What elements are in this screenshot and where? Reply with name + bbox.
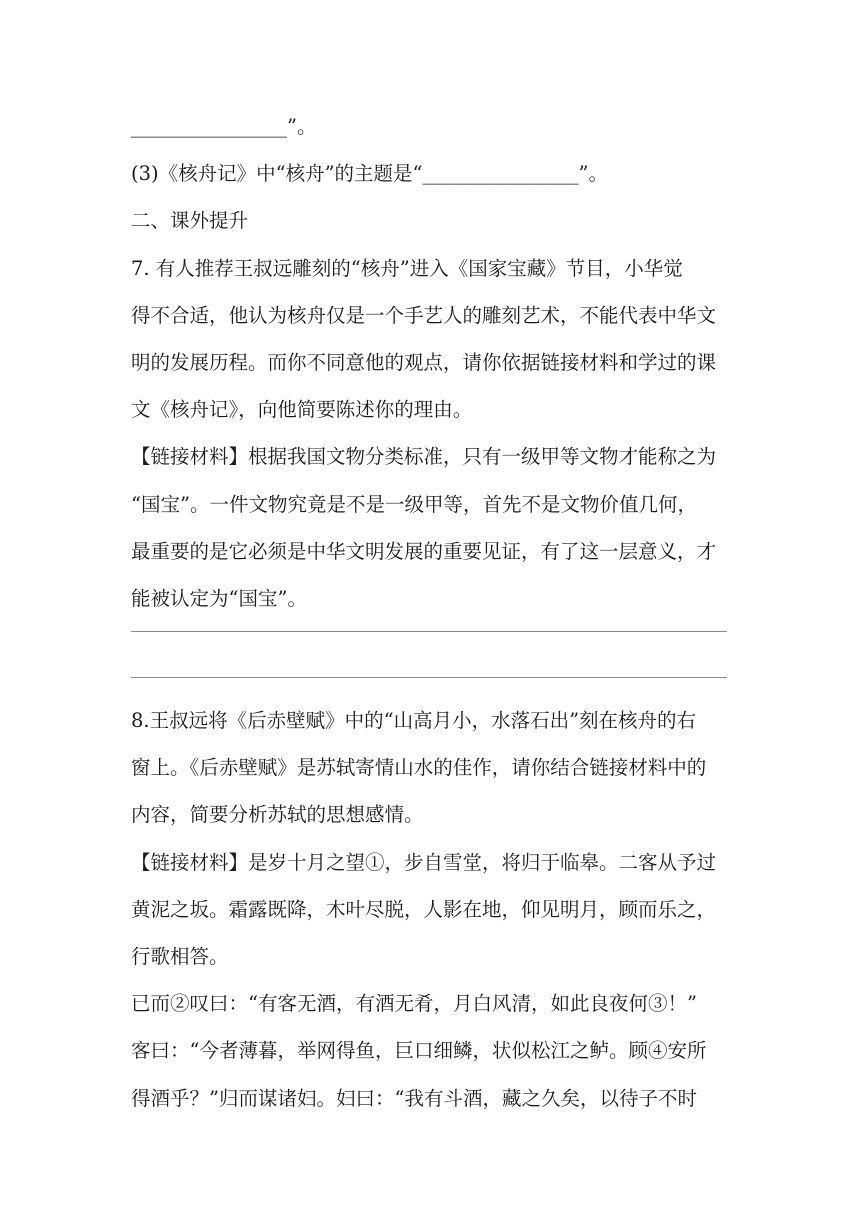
section-heading: 二、课外提升: [131, 209, 249, 232]
link-material-2-line-6: 得酒乎？”归而谋诸妇。妇曰：“我有斗酒，藏之久矣，以待子不时: [131, 1087, 697, 1110]
answer-blank-line-end: ________________”。: [131, 115, 317, 138]
question-7-line-1: 7. 有人推荐王叔远雕刻的“核舟”进入《国家宝藏》节目，小华觉: [131, 257, 683, 280]
link-material-2-line-4: 已而②叹曰：“有客无酒，有酒无肴，月白风清，如此良夜何③！”: [131, 992, 697, 1015]
link-material-2-line-5: 客曰：“今者薄暮，举网得鱼，巨口细鳞，状似松江之鲈。顾④安所: [131, 1039, 707, 1062]
link-material-2-line-3: 行歌相答。: [131, 945, 229, 968]
question-8-line-3: 内容，简要分析苏轼的思想感情。: [131, 803, 424, 826]
question-7-line-3: 明的发展历程。而你不同意他的观点，请你依据链接材料和学过的课: [131, 351, 717, 374]
question-3-text: (3)《核舟记》中“核舟”的主题是“________________”。: [131, 162, 608, 185]
answer-rule-2: [131, 677, 727, 678]
question-7-line-2: 得不合适，他认为核舟仅是一个手艺人的雕刻艺术，不能代表中华文: [131, 304, 717, 327]
answer-rule-1: [131, 631, 727, 632]
link-material-2-line-2: 黄泥之坂。霜露既降，木叶尽脱，人影在地，仰见明月，顾而乐之，: [131, 898, 717, 921]
link-material-1-line-2: “国宝”。一件文物究竟是不是一级甲等，首先不是文物价值几何，: [131, 493, 697, 516]
question-7-line-4: 文《核舟记》，向他简要陈述你的理由。: [131, 398, 473, 421]
link-material-1-line-3: 最重要的是它必须是中华文明发展的重要见证，有了这一层意义，才: [131, 540, 717, 563]
link-material-1-line-1: 【链接材料】根据我国文物分类标准，只有一级甲等文物才能称之为: [131, 445, 717, 468]
link-material-1-line-4: 能被认定为“国宝”。: [131, 587, 307, 610]
question-8-line-1: 8.王叔远将《后赤壁赋》中的“山高月小，水落石出”刻在核舟的右: [131, 709, 697, 732]
question-8-line-2: 窗上。《后赤壁赋》是苏轼寄情山水的佳作，请你结合链接材料中的: [131, 756, 707, 779]
link-material-2-line-1: 【链接材料】是岁十月之望①，步自雪堂，将归于临皋。二客从予过: [131, 851, 717, 874]
